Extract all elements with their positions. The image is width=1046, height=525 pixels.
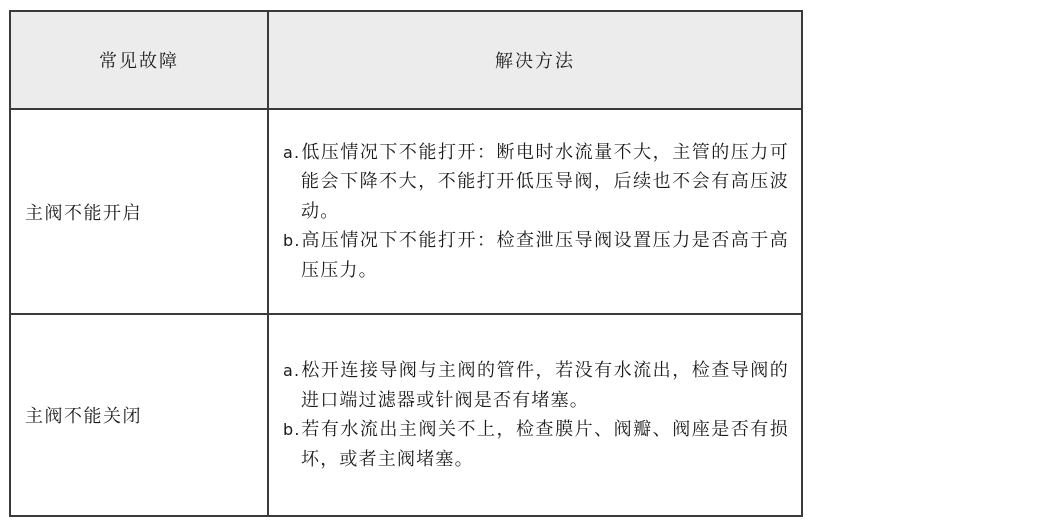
header-common-fault: 常见故障 <box>10 11 268 109</box>
solution-item <box>283 226 789 285</box>
fault-cell: 主阀不能关闭 <box>10 314 268 516</box>
solution-text: 若有水流出主阀关不上，检查膜片、阀瓣、阀座是否有损坏，或者主阀堵塞。 <box>301 419 789 470</box>
solution-text: 松开连接导阀与主阀的管件，若没有水流出，检查导阀的进口端过滤器或针阀是否有堵塞。 <box>301 360 789 411</box>
item-marker: a. <box>283 142 301 162</box>
header-solution: 解决方法 <box>268 11 802 109</box>
fault-cell: 主阀不能开启 <box>10 109 268 314</box>
item-marker: b. <box>283 420 301 439</box>
item-marker: b. <box>283 231 301 251</box>
solution-cell <box>268 314 802 516</box>
table-header-row <box>10 11 802 109</box>
solution-cell <box>268 109 802 314</box>
item-marker: a. <box>283 361 301 380</box>
solution-item <box>283 415 789 474</box>
table-row <box>10 109 802 314</box>
fault-solution-table <box>9 10 803 517</box>
table-row <box>10 314 802 516</box>
solution-text: 高压情况下不能打开：检查泄压导阀设置压力是否高于高压压力。 <box>301 230 789 281</box>
solution-item <box>283 138 789 227</box>
solution-text: 低压情况下不能打开：断电时水流量不大，主管的压力可能会下降不大，不能打开低压导阀，后续也不会有高压波动。 <box>301 141 789 222</box>
solution-item <box>283 356 789 415</box>
